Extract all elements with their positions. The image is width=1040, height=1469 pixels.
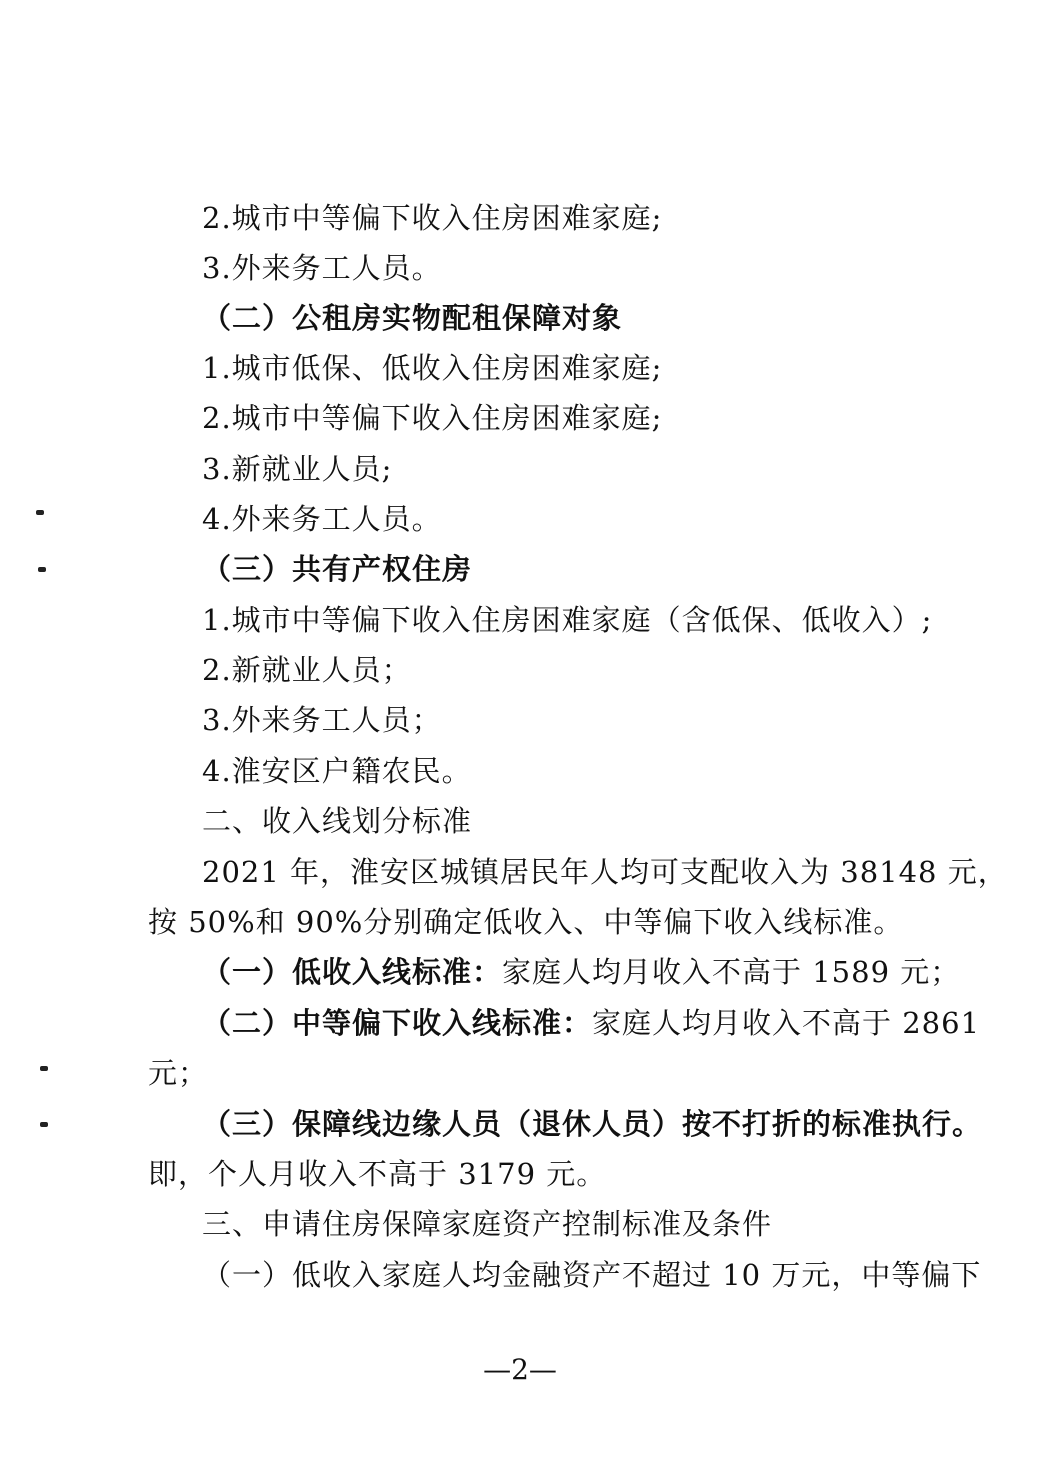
subheading-label: （一）低收入线标准： <box>202 955 503 989</box>
list-item: 2.城市中等偏下收入住房困难家庭; <box>202 401 663 435</box>
page-number: —2— <box>483 1353 557 1386</box>
paragraph-line: 元； <box>148 1056 209 1090</box>
list-item: 4.外来务工人员。 <box>202 502 442 536</box>
paragraph-line <box>202 1003 980 1043</box>
scan-speck <box>38 567 46 572</box>
scan-speck <box>36 510 44 515</box>
list-item: 2.城市中等偏下收入住房困难家庭; <box>202 201 663 235</box>
subheading-text: 家庭人均月收入不高于 2861 <box>592 1006 981 1040</box>
subheading-text: 家庭人均月收入不高于 1589 元； <box>502 955 961 989</box>
scan-speck <box>40 1066 48 1071</box>
paragraph-line: 即，个人月收入不高于 3179 元。 <box>148 1157 607 1191</box>
subheading-label: （二）中等偏下收入线标准： <box>202 1006 593 1040</box>
list-item: 3.外来务工人员； <box>202 703 442 737</box>
paragraph-line <box>202 952 960 992</box>
paragraph-line: 2021 年，淮安区城镇居民年人均可支配收入为 38148 元， <box>202 855 1008 889</box>
paragraph-line: （三）保障线边缘人员（退休人员）按不打折的标准执行。 <box>202 1107 983 1141</box>
paragraph-line: 按 50%和 90%分别确定低收入、中等偏下收入线标准。 <box>148 905 904 939</box>
paragraph-line: （一）低收入家庭人均金融资产不超过 10 万元，中等偏下 <box>202 1258 982 1292</box>
section-heading: 二、收入线划分标准 <box>202 804 473 838</box>
section-heading: （二）公租房实物配租保障对象 <box>202 301 623 335</box>
section-heading: （三）共有产权住房 <box>202 552 473 586</box>
list-item: 1.城市中等偏下收入住房困难家庭（含低保、低收入）; <box>202 603 933 637</box>
scan-speck <box>40 1122 48 1127</box>
list-item: 2.新就业人员； <box>202 653 412 687</box>
list-item: 3.外来务工人员。 <box>202 251 442 285</box>
list-item: 3.新就业人员; <box>202 452 393 486</box>
section-heading: 三、申请住房保障家庭资产控制标准及条件 <box>202 1207 773 1241</box>
list-item: 4.淮安区户籍农民。 <box>202 754 472 788</box>
list-item: 1.城市低保、低收入住房困难家庭; <box>202 351 663 385</box>
